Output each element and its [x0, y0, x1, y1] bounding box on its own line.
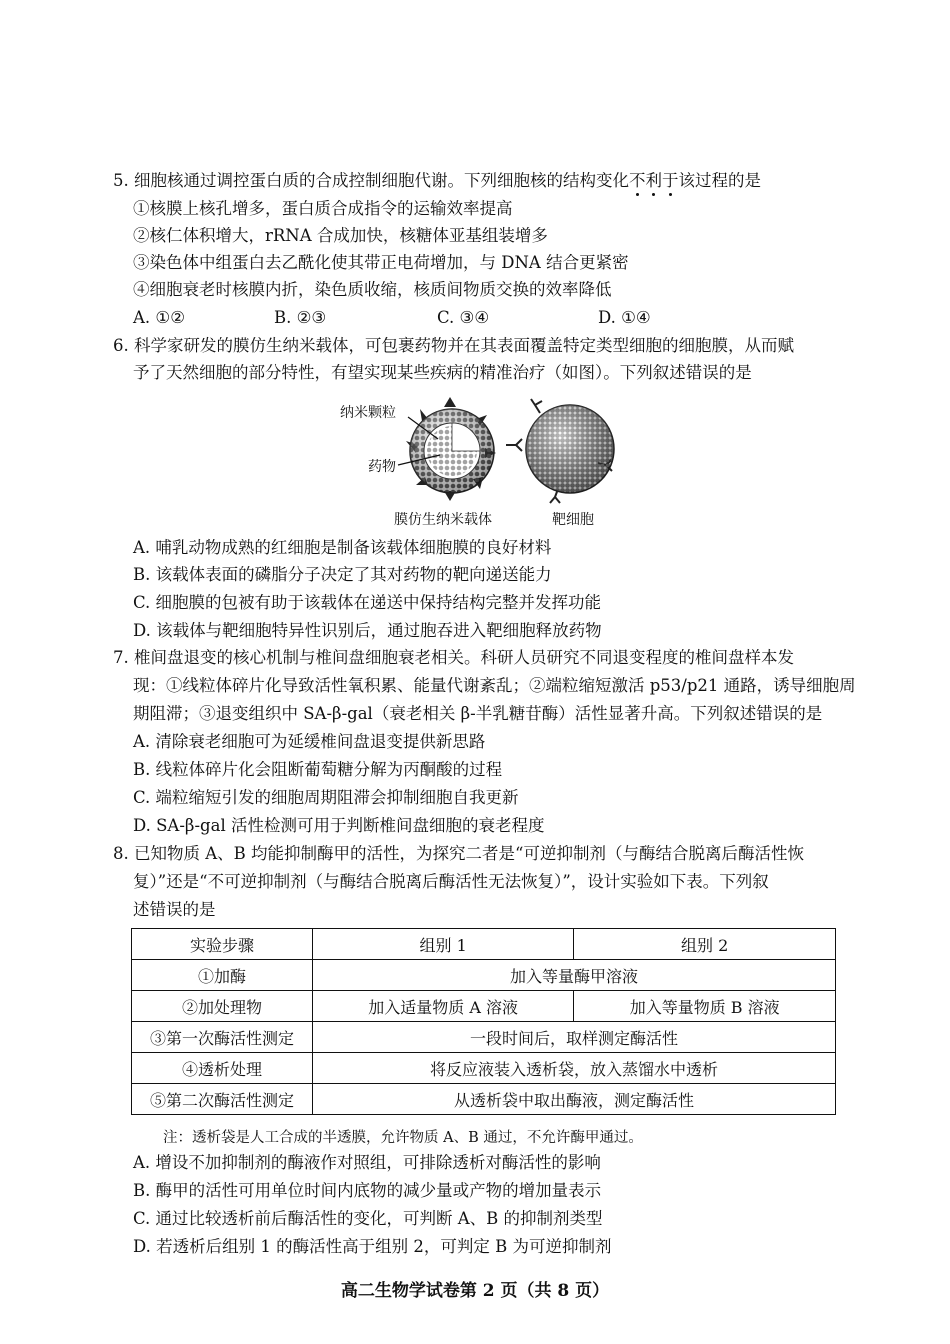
q5-option-b[interactable]: B. ②③: [274, 308, 327, 327]
label-drug: 药物: [368, 459, 396, 475]
q8-stem-line-3: 述错误的是: [133, 900, 216, 919]
q6-option-a[interactable]: A. 哺乳动物成熟的红细胞是制备该载体细胞膜的良好材料: [133, 538, 552, 557]
q7-option-a[interactable]: A. 清除衰老细胞可为延缓椎间盘退变提供新思路: [133, 732, 486, 751]
q7-option-c[interactable]: C. 端粒缩短引发的细胞周期阻滞会抑制细胞自我更新: [133, 788, 519, 807]
q7-stem-line-1: 7. 椎间盘退变的核心机制与椎间盘细胞衰老相关。科研人员研究不同退变程度的椎间盘样本发: [113, 648, 794, 667]
table-note: 注：透析袋是人工合成的半透膜，允许物质 A、B 通过，不允许酶甲通过。: [163, 1130, 643, 1146]
figure-drawing: [330, 393, 630, 505]
nanocarrier-figure: [330, 393, 630, 533]
q8-option-d[interactable]: D. 若透析后组别 1 的酶活性高于组别 2，可判定 B 为可逆抑制剂: [133, 1237, 612, 1256]
page-footer: 高二生物学试卷第 2 页（共 8 页）: [340, 1281, 610, 1301]
q5-item-1: ①核膜上核孔增多，蛋白质合成指令的运输效率提高: [133, 199, 513, 218]
table-header-row: [132, 929, 836, 960]
table-cell-step: ②加处理物: [132, 991, 313, 1022]
table-header: 组别 1: [313, 929, 574, 960]
q8-stem-line-2: 复）”还是“不可逆抑制剂（与酶结合脱离后酶活性无法恢复）”，设计实验如下表。下列叙: [133, 872, 769, 891]
q5-stem: 5. 细胞核通过调控蛋白质的合成控制细胞代谢。下列细胞核的结构变化不利于该过程的是: [113, 171, 761, 190]
q6-stem-line-2: 予了天然细胞的部分特性，有望实现某些疾病的精准治疗（如图）。下列叙述错误的是: [133, 363, 752, 382]
table-row: [132, 1022, 836, 1053]
q6-option-d[interactable]: D. 该载体与靶细胞特异性识别后，通过胞吞进入靶细胞释放药物: [133, 621, 602, 640]
label-nanoparticle: 纳米颗粒: [340, 405, 396, 421]
emphasis-char: 不: [629, 171, 646, 190]
table-cell-merged: 加入等量酶甲溶液: [313, 960, 836, 991]
q7-option-b[interactable]: B. 线粒体碎片化会阻断葡萄糖分解为丙酮酸的过程: [133, 760, 503, 779]
q7-stem-line-3: 期阻滞；③退变组织中 SA-β-gal（衰老相关 β-半乳糖苷酶）活性显著升高。下列叙述错误的是: [133, 704, 823, 723]
table-cell-merged: 一段时间后，取样测定酶活性: [313, 1022, 836, 1053]
label-carrier: 膜仿生纳米载体: [394, 512, 492, 528]
q8-option-c[interactable]: C. 通过比较透析前后酶活性的变化，可判断 A、B 的抑制剂类型: [133, 1209, 603, 1228]
table-cell-step: ③第一次酶活性测定: [132, 1022, 313, 1053]
table-cell-step: ④透析处理: [132, 1053, 313, 1084]
table-cell-merged: 从透析袋中取出酶液，测定酶活性: [313, 1084, 836, 1115]
experiment-table: [131, 928, 836, 1115]
q6-option-b[interactable]: B. 该载体表面的磷脂分子决定了其对药物的靶向递送能力: [133, 565, 552, 584]
q8-stem-line-1: 8. 已知物质 A、B 均能抑制酶甲的活性，为探究二者是“可逆抑制剂（与酶结合脱离后酶活性恢: [113, 844, 804, 863]
q6-stem-line-1: 6. 科学家研发的膜仿生纳米载体，可包裹药物并在其表面覆盖特定类型细胞的细胞膜，从而赋: [113, 336, 794, 355]
q7-stem-line-2: 现：①线粒体碎片化导致活性氧积累、能量代谢紊乱；②端粒缩短激活 p53/p21 通路，诱导细胞周: [133, 676, 856, 695]
table-cell-merged: 将反应液装入透析袋，放入蒸馏水中透析: [313, 1053, 836, 1084]
table-cell-group2: 加入等量物质 B 溶液: [574, 991, 836, 1022]
table-cell-step: ①加酶: [132, 960, 313, 991]
table-row: [132, 1053, 836, 1084]
table-header: 实验步骤: [132, 929, 313, 960]
label-target-cell: 靶细胞: [552, 512, 594, 528]
q7-option-d[interactable]: D. SA-β-gal 活性检测可用于判断椎间盘细胞的衰老程度: [133, 816, 545, 835]
table-header: 组别 2: [574, 929, 836, 960]
table-row: [132, 991, 836, 1022]
table-row: [132, 960, 836, 991]
q8-option-a[interactable]: A. 增设不加抑制剂的酶液作对照组，可排除透析对酶活性的影响: [133, 1153, 601, 1172]
table-cell-step: ⑤第二次酶活性测定: [132, 1084, 313, 1115]
q5-option-c[interactable]: C. ③④: [437, 308, 490, 327]
q5-option-a[interactable]: A. ①②: [133, 308, 185, 327]
emphasis-char: 于: [662, 171, 679, 190]
q5-item-3: ③染色体中组蛋白去乙酰化使其带正电荷增加，与 DNA 结合更紧密: [133, 253, 629, 272]
emphasis-char: 利: [645, 171, 662, 190]
table-cell-group1: 加入适量物质 A 溶液: [313, 991, 574, 1022]
table-row: [132, 1084, 836, 1115]
q6-option-c[interactable]: C. 细胞膜的包被有助于该载体在递送中保持结构完整并发挥功能: [133, 593, 602, 612]
q8-option-b[interactable]: B. 酶甲的活性可用单位时间内底物的减少量或产物的增加量表示: [133, 1181, 602, 1200]
q5-item-2: ②核仁体积增大，rRNA 合成加快，核糖体亚基组装增多: [133, 226, 548, 245]
q5-item-4: ④细胞衰老时核膜内折，染色质收缩，核质间物质交换的效率降低: [133, 280, 612, 299]
q5-option-d[interactable]: D. ①④: [598, 308, 651, 327]
